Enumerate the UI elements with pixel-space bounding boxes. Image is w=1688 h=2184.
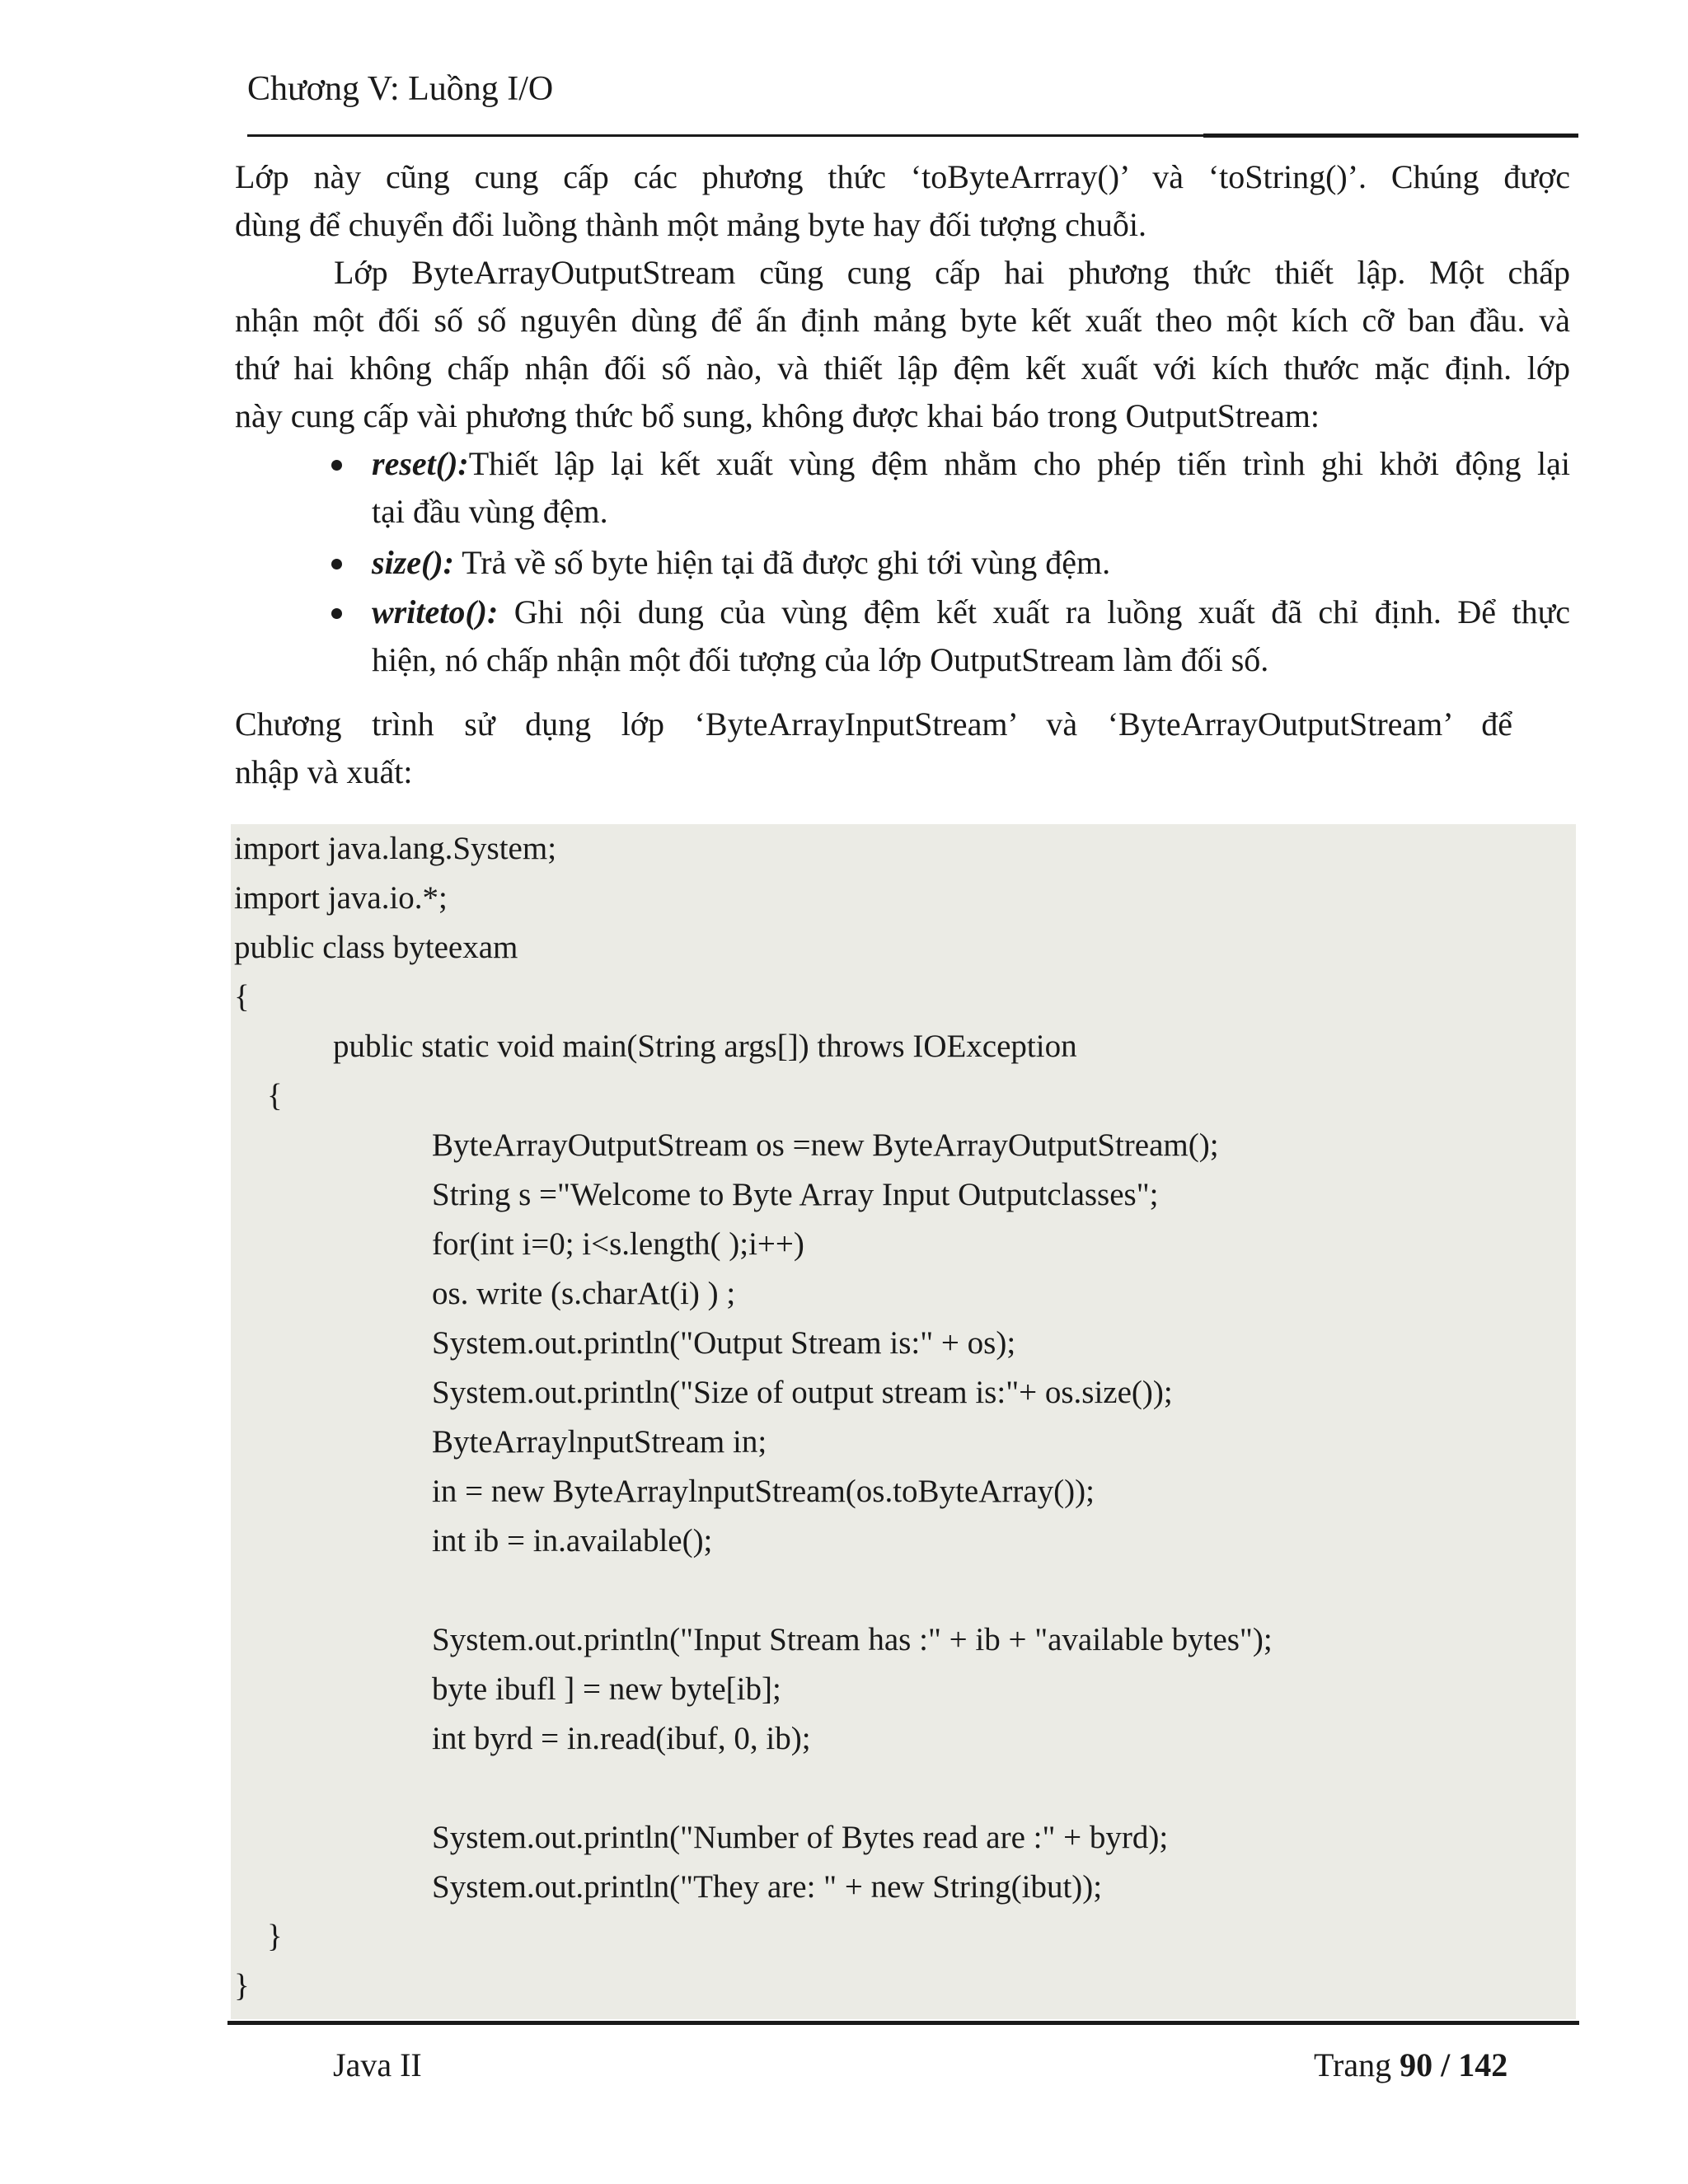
page-number xyxy=(1314,2041,1507,2090)
method-description: Ghi nội dung của vùng đệm kết xuất ra luồng xuất đã chỉ định. Để thực xyxy=(498,593,1570,630)
list-item xyxy=(326,539,1570,587)
page-total: 142 xyxy=(1458,2046,1508,2083)
code-line: String s ="Welcome to Byte Array Input Outputclasses"; xyxy=(432,1177,1159,1212)
bullet-icon xyxy=(331,559,342,569)
paragraph-line: này cung cấp vài phương thức bổ sung, không được khai báo trong OutputStream: xyxy=(235,397,1320,434)
list-item xyxy=(326,440,1570,536)
paragraph-program-intro xyxy=(235,701,1512,796)
method-list xyxy=(326,440,1570,684)
code-line: byte ibufl ] = new byte[ib]; xyxy=(432,1671,781,1707)
bullet-icon xyxy=(331,460,342,471)
footer-course: Java II xyxy=(333,2046,422,2083)
code-line: int ib = in.available(); xyxy=(432,1523,713,1558)
code-line: { xyxy=(267,1078,283,1113)
method-description: Thiết lập lại kết xuất vùng đệm nhằm cho phép tiến trình ghi khởi động lại xyxy=(468,445,1570,482)
paragraph-line: nhập và xuất: xyxy=(235,753,413,790)
paragraph-line: thứ hai không chấp nhận đối số nào, và thiết lập đệm kết xuất với kích thước mặc định. lớp xyxy=(235,349,1570,387)
method-term: writeto(): xyxy=(372,593,499,630)
code-line: System.out.println("Size of output stream is:"+ os.size()); xyxy=(432,1375,1173,1410)
code-line: System.out.println("They are: " + new String(ibut)); xyxy=(432,1869,1103,1905)
method-description: hiện, nó chấp nhận một đối tượng của lớp OutputStream làm đối số. xyxy=(372,641,1269,678)
code-line: System.out.println("Output Stream is:" + os); xyxy=(432,1325,1016,1361)
paragraph-line: nhận một đối số số nguyên dùng để ấn định mảng byte kết xuất theo một kích cỡ ban đầu. và xyxy=(235,302,1570,339)
page-current: 90 xyxy=(1400,2046,1433,2083)
paragraph-intro xyxy=(235,153,1570,249)
paragraph-line: dùng để chuyển đổi luồng thành một mảng byte hay đối tượng chuỗi. xyxy=(235,206,1146,243)
page-prefix: Trang xyxy=(1314,2046,1400,2083)
paragraph-line: Lớp ByteArrayOutputStream cũng cung cấp hai phương thức thiết lập. Một chấp xyxy=(334,254,1570,291)
method-term: size(): xyxy=(372,544,454,581)
paragraph-line: Chương trình sử dụng lớp ‘ByteArrayInputStream’ và ‘ByteArrayOutputStream’ để xyxy=(235,705,1512,743)
list-item xyxy=(326,588,1570,684)
code-line: int byrd = in.read(ibuf, 0, ib); xyxy=(432,1721,811,1756)
code-line: System.out.println("Number of Bytes read are :" + byrd); xyxy=(432,1820,1169,1855)
method-term: reset(): xyxy=(372,445,469,482)
code-block xyxy=(231,824,1576,2019)
chapter-title: Chương V: Luồng I/O xyxy=(247,70,554,108)
bullet-icon xyxy=(331,608,342,619)
code-line: public static void main(String args[]) throws IOException xyxy=(333,1029,1077,1064)
paragraph-line: Lớp này cũng cung cấp các phương thức ‘toByteArrray()’ và ‘toString()’. Chúng được xyxy=(235,158,1570,195)
header-rule-accent xyxy=(1203,134,1578,138)
paragraph-constructors xyxy=(235,249,1570,440)
code-line: ByteArrayOutputStream os =new ByteArrayOutputStream(); xyxy=(432,1127,1219,1163)
method-description: Trả về số byte hiện tại đã được ghi tới vùng đệm. xyxy=(453,544,1111,581)
header-rule xyxy=(247,134,1203,137)
code-line: for(int i=0; i<s.length( );i++) xyxy=(432,1226,804,1262)
code-line: } xyxy=(234,1968,250,2004)
code-line: System.out.println("Input Stream has :" + ib + "available bytes"); xyxy=(432,1622,1273,1657)
page-separator: / xyxy=(1432,2046,1459,2083)
code-line: in = new ByteArraylnputStream(os.toByteArray()); xyxy=(432,1474,1095,1509)
method-description: tại đầu vùng đệm. xyxy=(372,493,608,530)
code-line: import java.io.*; xyxy=(234,880,448,916)
code-line: import java.lang.System; xyxy=(234,831,557,866)
code-line: { xyxy=(234,979,250,1015)
footer-rule xyxy=(227,2021,1579,2025)
code-line: ByteArraylnputStream in; xyxy=(432,1424,767,1460)
code-line: } xyxy=(267,1919,283,1954)
code-line: os. write (s.charAt(i) ) ; xyxy=(432,1276,736,1311)
code-line: public class byteexam xyxy=(234,930,518,965)
